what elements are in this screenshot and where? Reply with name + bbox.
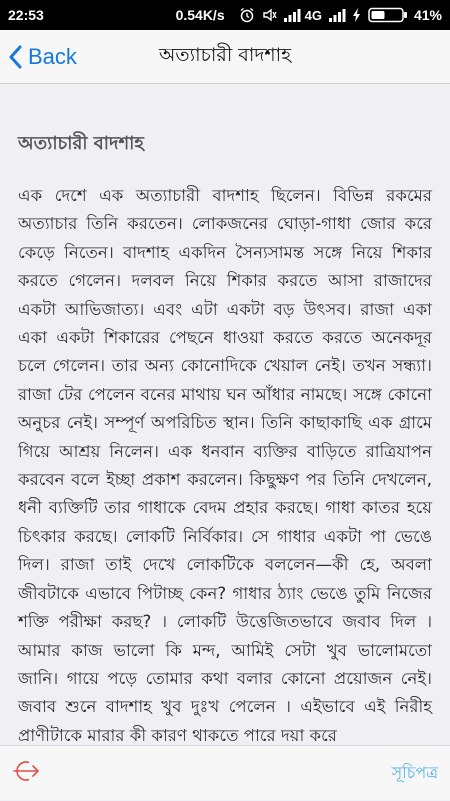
chevron-left-icon bbox=[8, 45, 22, 69]
story-content[interactable] bbox=[0, 85, 450, 745]
exit-arrow-icon bbox=[11, 758, 43, 788]
table-of-contents-link[interactable]: সূচিপত্র bbox=[391, 763, 438, 782]
mute-icon bbox=[261, 7, 277, 23]
story-body: এক দেশে এক অত্যাচারী বাদশাহ ছিলেন। বিভিন্ন রকমের অত্যাচার তিনি করতেন। লোকজনের ঘোড়া-গাধা জোর করে কেড়ে নিতেন। বাদশাহ একদিন সৈন্যসামন্ত সঙ্গে নিয়ে শিকার করতে গেলেন। দলবল নিয়ে শিকার করতে আসা রাজাদের একটা আভিজাত্য। এবং এটা একটা বড় উৎসব। রাজা একা একা একটা শিকারের পেছনে ধাওয়া করতে করতে অনেকদূর চলে গেলেন। তার অন্য কোনোদিকে খেয়াল নেই। তখন সন্ধ্যা। রাজা টের পেলেন বনের মাথায় ঘন আঁধার নামছে। সঙ্গে কোনো অনুচর নেই। সম্পূর্ণ অপরিচিত স্থান। তিনি কাছাকাছি এক গ্রামে গিয়ে আশ্রয় নিলেন। এক ধনবান ব্যক্তির বাড়িতে রাত্রিযাপন করবেন বলে ইচ্ছা প্রকাশ করলেন। কিছুক্ষণ পর তিনি দেখলেন, ধনী ব্যক্তিটি তার গাধাকে বেদম প্রহার করছে। গাধা কাতর হয়ে চিৎকার করছে। লোকটি নির্বিকার। সে গাধার একটা পা ভেঙে দিল। রাজা তাই দেখে লোকটিকে বললেন—কী হে, অবলা জীবটাকে এভাবে পিটাচ্ছ কেন? গাধার ঠ্যাং ভেঙে তুমি নিজের শক্তি পরীক্ষা করছ? । লোকটি উত্তেজিতভাবে জবাব দিল । আমার কাজ ভালো কি মন্দ, আমিই সেটা খুব ভালোমতো জানি। গায়ে পড়ে তোমার কথা বলার কোনো প্রয়োজন নেই। জবাব শুনে বাদশাহ খুব দুঃখ পেলেন । এইভাবে এই নিরীহ প্রাণীটাকে মারার কী কারণ থাকতে পারে দয়া করে bbox=[18, 186, 432, 745]
alarm-icon bbox=[239, 7, 255, 23]
wifi-icon bbox=[328, 8, 346, 22]
bottom-bar bbox=[0, 745, 450, 800]
signal-icon bbox=[283, 8, 301, 22]
status-bar bbox=[0, 0, 450, 30]
battery-icon bbox=[368, 7, 408, 23]
story-heading: অত্যাচারী বাদশাহ bbox=[18, 133, 144, 154]
charging-icon bbox=[352, 8, 362, 22]
navigation-bar bbox=[0, 30, 450, 84]
exit-button[interactable] bbox=[10, 758, 44, 788]
network-type: 4G bbox=[304, 7, 322, 23]
status-net-speed: 0.54K/s bbox=[175, 7, 225, 23]
page-title: অত্যাচারী বাদশাহ bbox=[158, 44, 292, 66]
status-time: 22:53 bbox=[8, 7, 44, 23]
battery-percent: 41% bbox=[413, 7, 442, 23]
back-label: Back bbox=[28, 44, 77, 69]
back-button[interactable] bbox=[8, 30, 77, 84]
